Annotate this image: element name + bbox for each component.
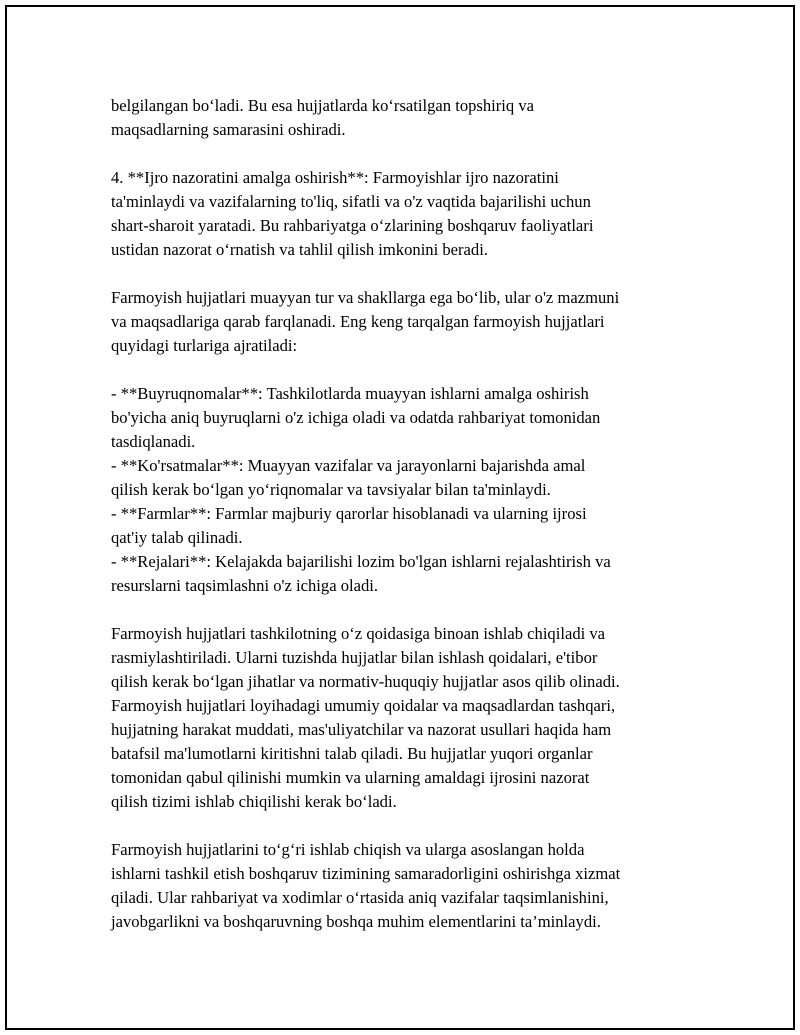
text-line: qilish tizimi ishlab chiqilishi kerak bo‘ladi.: [111, 792, 397, 811]
list-item-line: bo'yicha aniq buyruqlarni o'z ichiga oladi va odatda rahbariyat tomonidan: [111, 408, 601, 427]
text-line: ta'minlaydi va vazifalarning to'liq, sifatli va o'z vaqtida bajarilishi uchun: [111, 192, 591, 211]
text-line: shart-sharoit yaratadi. Bu rahbariyatga o‘zlarining boshqaruv faoliyatlari: [111, 216, 594, 235]
text-line: qilish kerak bo‘lgan jihatlar va normativ-huquqiy hujjatlar asos qilib olinadi.: [111, 672, 620, 691]
list-item-line: qat'iy talab qilinadi.: [111, 528, 243, 547]
list-item-line: qilish kerak bo‘lgan yo‘riqnomalar va tavsiyalar bilan ta'minlaydi.: [111, 480, 551, 499]
text-line: ishlarni tashkil etish boshqaruv tizimining samaradorligini oshirishga xizmat: [111, 864, 621, 883]
text-line: quyidagi turlariga ajratiladi:: [111, 336, 298, 355]
text-line: batafsil ma'lumotlarni kiritishni talab qiladi. Bu hujjatlar yuqori organlar: [111, 744, 593, 763]
text-line: qiladi. Ular rahbariyat va xodimlar o‘rtasida aniq vazifalar taqsimlanishini,: [111, 888, 609, 907]
paragraph-conclusion: [111, 838, 711, 934]
paragraph-preparation: [111, 622, 711, 814]
text-line: ustidan nazorat o‘rnatish va tahlil qilish imkonini beradi.: [111, 240, 488, 259]
text-line: 4. **Ijro nazoratini amalga oshirish**: Farmoyishlar ijro nazoratini: [111, 168, 559, 187]
text-line: va maqsadlariga qarab farqlanadi. Eng keng tarqalgan farmoyish hujjatlari: [111, 312, 605, 331]
list-item-line: - **Rejalari**: Kelajakda bajarilishi lozim bo'lgan ishlarni rejalashtirish va: [111, 552, 611, 571]
text-line: Farmoyish hujjatlarini to‘g‘ri ishlab chiqish va ularga asoslangan holda: [111, 840, 585, 859]
text-line: belgilangan bo‘ladi. Bu esa hujjatlarda ko‘rsatilgan topshiriq va: [111, 96, 535, 115]
paragraph-types-list: [111, 382, 711, 598]
text-line: Farmoyish hujjatlari loyihadagi umumiy qoidalar va maqsadlardan tashqari,: [111, 696, 616, 715]
document-body: [111, 94, 711, 958]
text-line: maqsadlarning samarasini oshiradi.: [111, 120, 346, 139]
paragraph-continuation: [111, 94, 711, 142]
list-item-line: tasdiqlanadi.: [111, 432, 196, 451]
text-line: Farmoyish hujjatlari tashkilotning o‘z qoidasiga binoan ishlab chiqiladi va: [111, 624, 606, 643]
text-line: hujjatning harakat muddati, mas'uliyatchilar va nazorat usullari haqida ham: [111, 720, 612, 739]
text-line: rasmiylashtiriladi. Ularni tuzishda hujjatlar bilan ishlash qoidalari, e'tibor: [111, 648, 598, 667]
paragraph-types-intro: [111, 286, 711, 358]
text-line: tomonidan qabul qilinishi mumkin va ularning amaldagi ijrosini nazorat: [111, 768, 590, 787]
text-line: javobgarlikni va boshqaruvning boshqa muhim elementlarini ta’minlaydi.: [111, 912, 601, 931]
text-line: Farmoyish hujjatlari muayyan tur va shakllarga ega bo‘lib, ular o'z mazmuni: [111, 288, 620, 307]
list-item-line: - **Farmlar**: Farmlar majburiy qarorlar hisoblanadi va ularning ijrosi: [111, 504, 587, 523]
list-item-line: - **Ko'rsatmalar**: Muayyan vazifalar va jarayonlarni bajarishda amal: [111, 456, 586, 475]
paragraph-ijro-nazorati: [111, 166, 711, 262]
list-item-line: - **Buyruqnomalar**: Tashkilotlarda muayyan ishlarni amalga oshirish: [111, 384, 589, 403]
list-item-line: resurslarni taqsimlashni o'z ichiga oladi.: [111, 576, 379, 595]
